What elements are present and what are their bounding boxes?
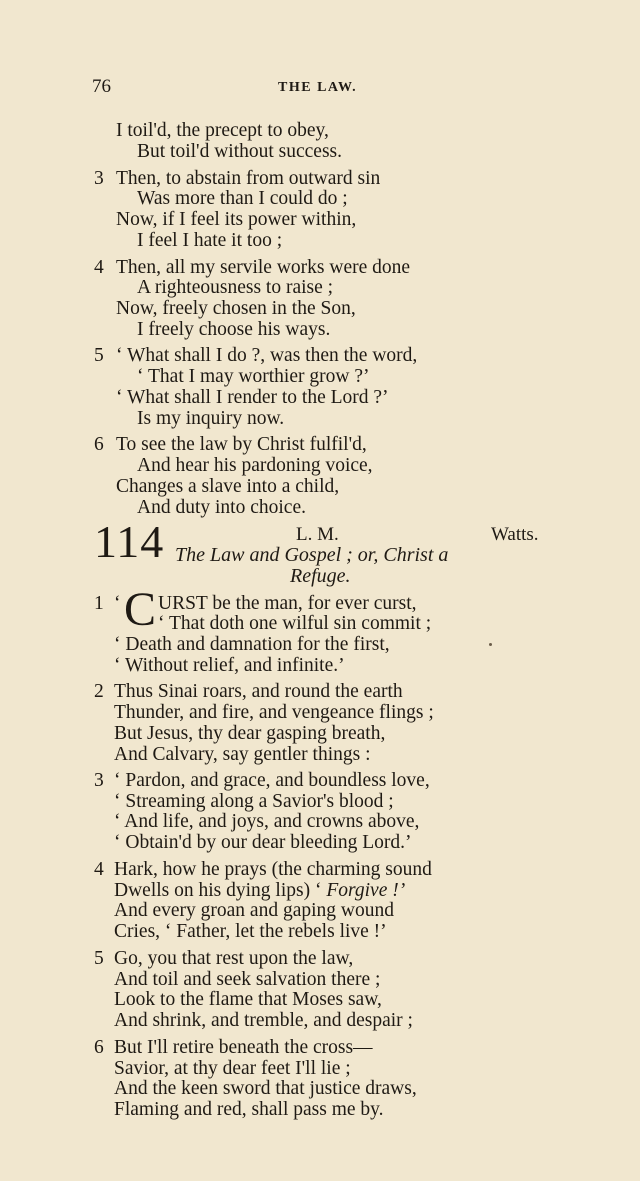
ink-speck: [489, 643, 492, 646]
verse-line: Was more than I could do ;: [137, 188, 348, 209]
verse-line: I toil'd, the precept to obey,: [116, 120, 329, 141]
verse-line: Now, freely chosen in the Son,: [116, 298, 356, 319]
verse-line: URST be the man, for ever curst,: [158, 593, 417, 614]
verse-line: Changes a slave into a child,: [116, 476, 340, 497]
verse-line: But Jesus, thy dear gasping breath,: [114, 723, 386, 744]
italic-word: Forgive !’: [326, 880, 406, 901]
verse-line: Flaming and red, shall pass me by.: [114, 1099, 384, 1120]
verse-line: And every groan and gaping wound: [114, 900, 394, 921]
verse-line: ‘ That doth one wilful sin commit ;: [158, 613, 432, 634]
verse-line: ‘ And life, and joys, and crowns above,: [114, 811, 420, 832]
hymn-author: Watts.: [491, 524, 539, 545]
verse-line: Thunder, and fire, and vengeance flings ;: [114, 702, 434, 723]
verse-line: ‘ Obtain'd by our dear bleeding Lord.’: [114, 832, 412, 853]
verse-line: And Calvary, say gentler things :: [114, 744, 371, 765]
verse-number: 4: [94, 859, 104, 880]
verse-line: Savior, at thy dear feet I'll lie ;: [114, 1058, 351, 1079]
verse-line: And toil and seek salvation there ;: [114, 969, 381, 990]
verse-line: Go, you that rest upon the law,: [114, 948, 354, 969]
verse-line: A righteousness to raise ;: [137, 277, 334, 298]
verse-number: 3: [94, 168, 104, 189]
verse-number: 6: [94, 434, 104, 455]
verse-line: ‘ Without relief, and infinite.’: [114, 655, 345, 676]
verse-line: ‘ Death and damnation for the first,: [114, 634, 390, 655]
verse-line: [114, 881, 405, 901]
verse-line: ‘ What shall I render to the Lord ?’: [116, 387, 389, 408]
open-quote: ‘: [114, 593, 121, 614]
verse-line: ‘ That I may worthier grow ?’: [137, 366, 370, 387]
verse-line: I freely choose his ways.: [137, 319, 331, 340]
verse-number: 5: [94, 345, 104, 366]
verse-line: Then, to abstain from outward sin: [116, 168, 381, 189]
verse-line: ‘ Pardon, and grace, and boundless love,: [114, 770, 430, 791]
verse-line: ‘ Streaming along a Savior's blood ;: [114, 791, 394, 812]
verse-number: 4: [94, 257, 104, 278]
verse-line: Cries, ‘ Father, let the rebels live !’: [114, 921, 387, 942]
verse-line: I feel I hate it too ;: [137, 230, 283, 251]
hymn-number: 114: [94, 516, 165, 567]
hymn-subtitle: The Law and Gospel ; or, Christ a: [175, 544, 449, 566]
verse-line: But toil'd without success.: [137, 141, 343, 162]
verse-line: Then, all my servile works were done: [116, 257, 411, 278]
verse-line: And hear his pardoning voice,: [137, 455, 373, 476]
verse-line: ‘ What shall I do ?, was then the word,: [116, 345, 418, 366]
verse-line: And the keen sword that justice draws,: [114, 1078, 417, 1099]
hymn-meter: L. M.: [296, 524, 339, 545]
verse-number: 3: [94, 770, 104, 791]
verse-line-text: Dwells on his dying lips) ‘: [114, 880, 327, 901]
verse-line: To see the law by Christ fulfil'd,: [116, 434, 367, 455]
verse-line: Is my inquiry now.: [137, 408, 285, 429]
verse-number: 1: [94, 593, 104, 614]
verse-line: Now, if I feel its power within,: [116, 209, 357, 230]
verse-line: Thus Sinai roars, and round the earth: [114, 681, 403, 702]
verse-line: Look to the flame that Moses saw,: [114, 989, 382, 1010]
verse-line: Hark, how he prays (the charming sound: [114, 859, 432, 880]
hymn-subtitle: Refuge.: [290, 565, 351, 587]
verse-number: 6: [94, 1037, 104, 1058]
verse-line: But I'll retire beneath the cross—: [114, 1037, 373, 1058]
verse-line: And duty into choice.: [137, 497, 306, 518]
verse-line: And shrink, and tremble, and despair ;: [114, 1010, 413, 1031]
page-number: 76: [92, 76, 111, 97]
verse-number: 2: [94, 681, 104, 702]
verse-number: 5: [94, 948, 104, 969]
running-title: THE LAW.: [278, 80, 358, 95]
drop-cap: C: [124, 583, 157, 636]
